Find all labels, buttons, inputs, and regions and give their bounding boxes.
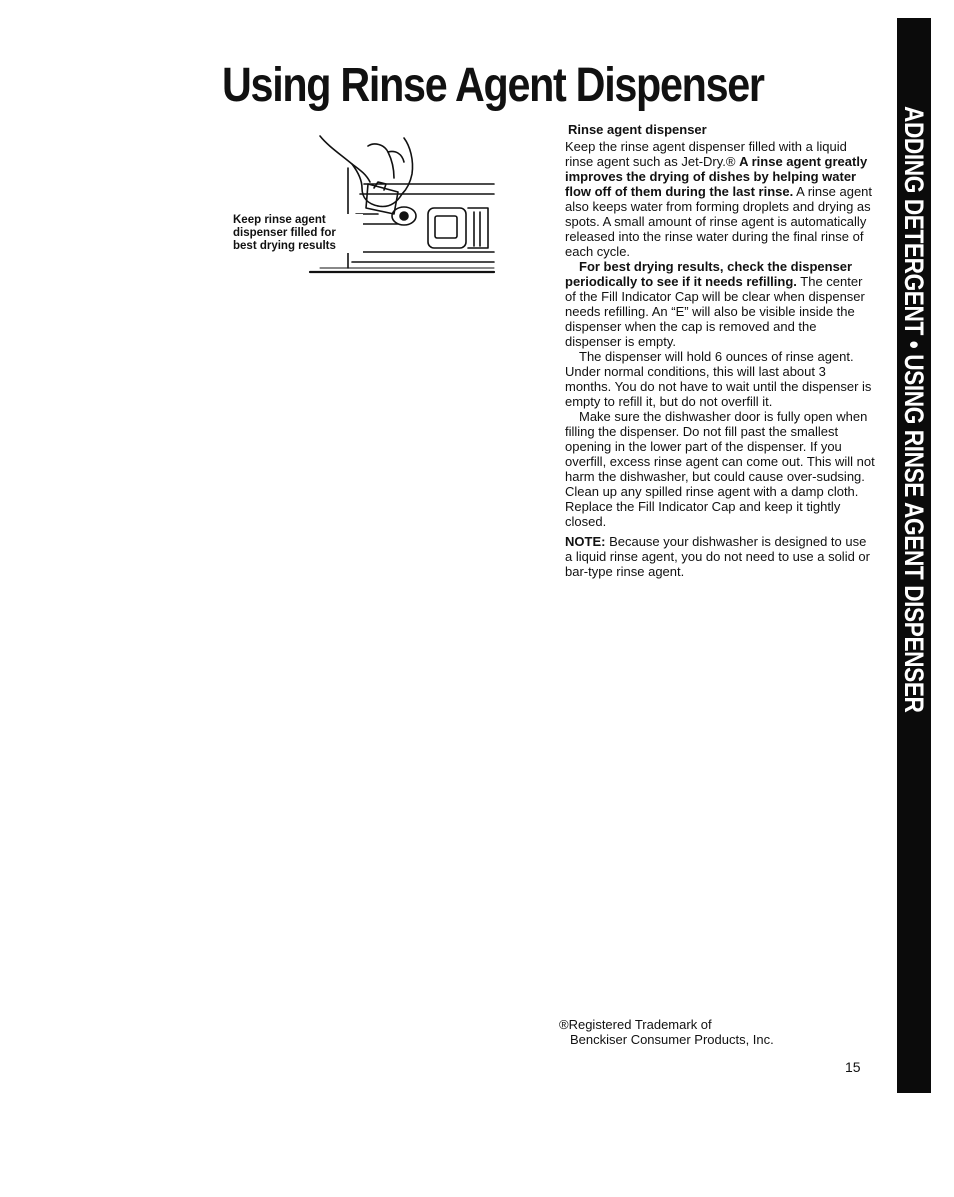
caption-line: Keep rinse agent — [233, 214, 326, 226]
paragraph-text: A rinse agent also keeps water from forming droplets and drying as spots. A small amount of rinse agent is automatically released into the rinse water during the final rinse of each cycle. — [565, 184, 873, 259]
page-title: Using Rinse Agent Dispenser — [222, 59, 764, 112]
paragraph-refill — [565, 259, 875, 349]
paragraph-text: The center of the Fill Indicator Cap will be clear when dispenser needs refilling. An “E” will also be visible inside the dispenser when the cap is removed and the dispenser is empty. — [565, 274, 865, 349]
dispenser-illustration — [228, 128, 500, 278]
hand-filling-dispenser-drawing — [228, 128, 500, 278]
paragraph-capacity: The dispenser will hold 6 ounces of rinse agent. Under normal conditions, this will last about 3 months. You do not have to wait until the dispenser is empty to refill it, but do not overfill it. — [565, 349, 872, 409]
caption-line: best drying results — [233, 240, 336, 252]
emphasis-text: For best drying results, check the dispenser periodically to see if it needs refilling. — [565, 259, 853, 289]
paragraph-intro — [565, 139, 875, 259]
footnote-line: Benckiser Consumer Products, Inc. — [570, 1032, 774, 1047]
side-tab-label — [897, 106, 931, 713]
figure-caption — [233, 214, 363, 253]
emphasis-text: A rinse agent greatly improves the drying of dishes by helping water flow off of them during the last rinse. — [565, 154, 868, 199]
side-tab-text: ADDING DETERGENT • USING RINSE AGENT DISPENSER — [899, 106, 929, 713]
note-text: Because your dishwasher is designed to use a liquid rinse agent, you do not need to use a solid or bar-type rinse agent. — [565, 534, 870, 579]
page-number: 15 — [845, 1059, 861, 1075]
body-text-column — [565, 122, 875, 579]
section-side-tab — [897, 18, 931, 1093]
paragraph-text: Keep the rinse agent dispenser filled with a liquid rinse agent such as Jet-Dry.® — [565, 139, 847, 169]
footnote-line: ®Registered Trademark of — [559, 1017, 712, 1032]
section-heading: Rinse agent dispenser — [568, 122, 707, 137]
paragraph-filling: Make sure the dishwasher door is fully open when filling the dispenser. Do not fill past the smallest opening in the lower part of the dispenser. If you overfill, excess rinse agent can come out. This will not harm the dishwasher, but could cause over-sudsing. Clean up any spilled rinse agent with a damp cloth. Replace the Fill Indicator Cap and keep it tightly closed. — [565, 409, 875, 529]
note-label: NOTE: — [565, 534, 606, 549]
trademark-footnote — [559, 1017, 859, 1047]
note-paragraph — [565, 534, 875, 579]
caption-line: dispenser filled for — [233, 227, 336, 239]
